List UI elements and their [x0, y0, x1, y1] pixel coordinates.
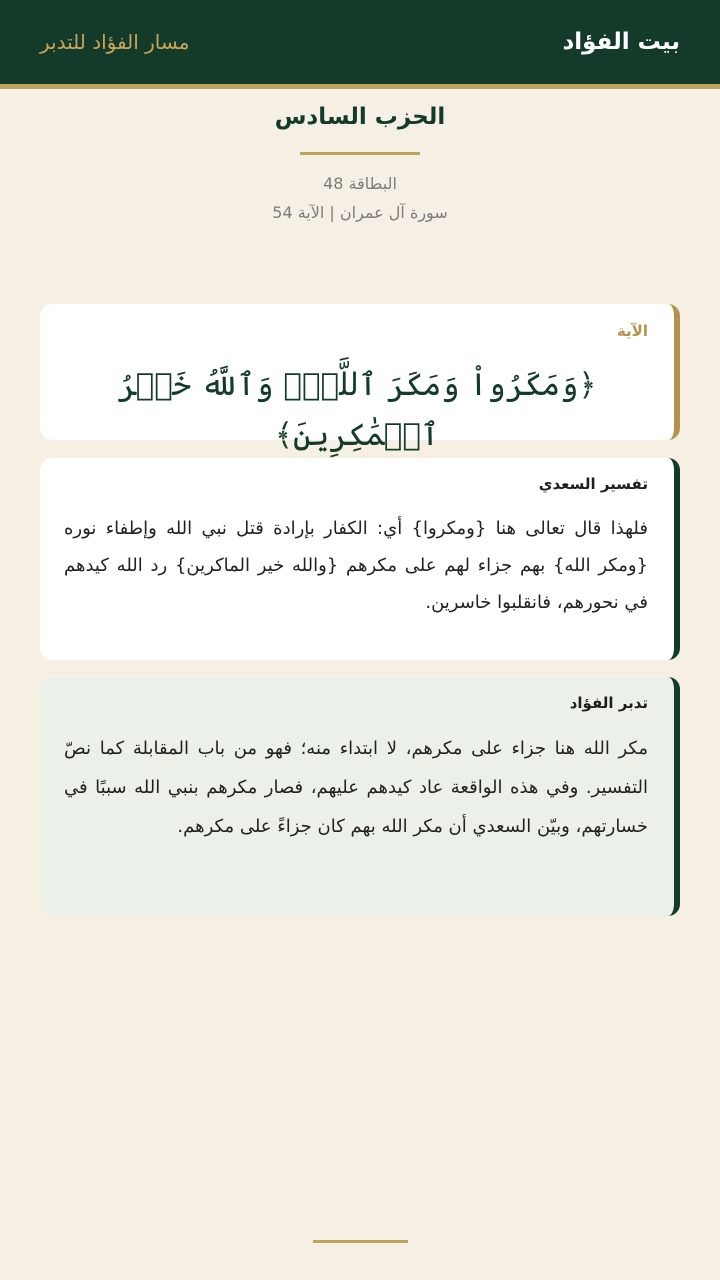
path-link[interactable]: مسار الفؤاد للتدبر [40, 30, 190, 54]
tadabbur-text: مكر الله هنا جزاء على مكرهم، لا ابتداء منه؛ فهو من باب المقابلة كما نصّ التفسير. وفي هذه الواقعة عاد كيدهم عليهم، فصار مكرهم بنبي الله سببًا في خسارتهم، وبيّن السعدي أن مكر الله بهم كان جزاءً على مكرهم. [64, 738, 648, 837]
verse-card-label: الآية [616, 322, 648, 340]
tafsir-text: فلهذا قال تعالى هنا {ومكروا} أي: الكفار بإرادة قتل نبي الله وإطفاء نوره {ومكر الله} بهم جزاء لهم على مكرهم {والله خير الماكرين} رد الله كيدهم في نحورهم، فانقلبوا خاسرين. [64, 518, 648, 613]
surah-reference: سورة آل عمران | الآية 54 [272, 203, 448, 222]
title-block [0, 104, 720, 227]
brand-title[interactable]: بيت الفؤاد [562, 29, 680, 55]
tadabbur-card-label: تدبر الفؤاد [569, 694, 648, 712]
header-divider [0, 84, 720, 89]
page-title: الحزب السادس [274, 104, 446, 130]
verse-card [40, 304, 680, 453]
card-number: البطاقة 48 [323, 174, 397, 193]
app-header [0, 0, 720, 84]
bottom-divider [313, 1240, 408, 1243]
tadabbur-card [40, 677, 680, 916]
verse-text: ﴿وَمَكَرُواْ وَمَكَرَ ٱللَّهُۖ وَٱللَّهُ خَيۡرُ ٱلۡمَٰكِرِينَ﴾ [117, 367, 597, 453]
title-divider [300, 152, 420, 155]
tafsir-card-label: تفسير السعدي [538, 475, 648, 493]
tafsir-card [40, 458, 680, 660]
